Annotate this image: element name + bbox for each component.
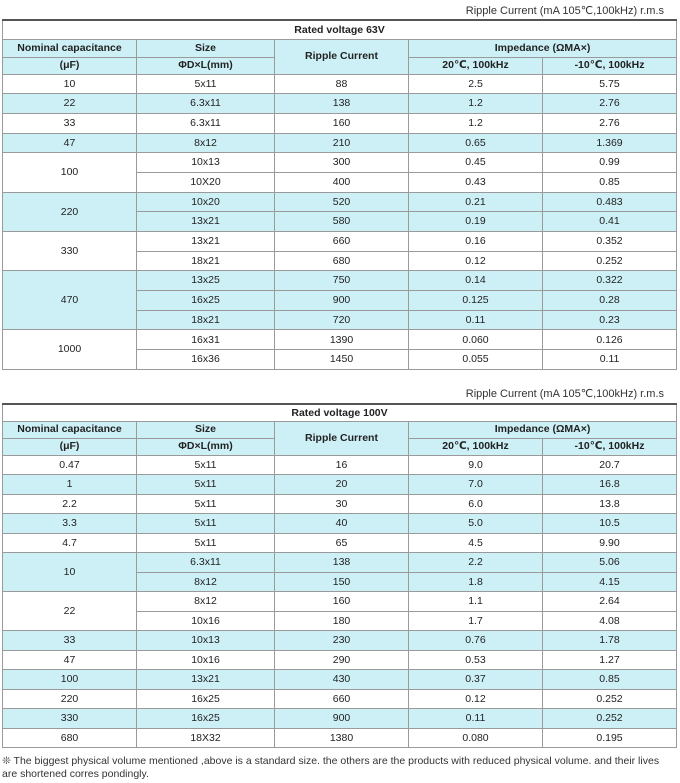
ripple-current-cell: 88 bbox=[275, 74, 409, 94]
spec-table-63v bbox=[2, 19, 677, 370]
size-cell: 13x25 bbox=[137, 271, 275, 291]
table-row bbox=[3, 330, 677, 350]
ripple-current-cell: 138 bbox=[275, 94, 409, 114]
impedance-minus10c-cell: 0.23 bbox=[543, 310, 677, 330]
header-row bbox=[3, 421, 677, 438]
ripple-current-cell: 1380 bbox=[275, 728, 409, 748]
impedance-20c-cell: 0.53 bbox=[409, 650, 543, 670]
ripple-current-cell: 750 bbox=[275, 271, 409, 291]
impedance-20c-cell: 2.2 bbox=[409, 553, 543, 573]
size-cell: 13x21 bbox=[137, 212, 275, 232]
table-row bbox=[3, 670, 677, 690]
size-cell: 18x21 bbox=[137, 310, 275, 330]
ripple-current-cell: 230 bbox=[275, 631, 409, 651]
table-row bbox=[3, 133, 677, 153]
size-cell: 8x12 bbox=[137, 572, 275, 592]
impedance-minus10c-cell: 10.5 bbox=[543, 514, 677, 534]
ripple-current-cell: 680 bbox=[275, 251, 409, 271]
impedance-20c-cell: 0.055 bbox=[409, 350, 543, 370]
header-ripple-current: Ripple Current bbox=[275, 39, 409, 74]
size-cell: 16x25 bbox=[137, 709, 275, 729]
ripple-current-cell: 300 bbox=[275, 153, 409, 173]
impedance-20c-cell: 9.0 bbox=[409, 455, 543, 475]
size-cell: 16x31 bbox=[137, 330, 275, 350]
ripple-current-cell: 1450 bbox=[275, 350, 409, 370]
ripple-current-cell: 20 bbox=[275, 475, 409, 495]
ripple-current-cell: 160 bbox=[275, 592, 409, 612]
ripple-current-cell: 16 bbox=[275, 455, 409, 475]
size-cell: 6.3x11 bbox=[137, 553, 275, 573]
impedance-20c-cell: 0.060 bbox=[409, 330, 543, 350]
ripple-current-cell: 40 bbox=[275, 514, 409, 534]
footnote-text: The biggest physical volume mentioned ,above is a standard size. the others are the products with reduced physical volume. and their lives are shortened corres pondingly. bbox=[2, 755, 660, 780]
impedance-minus10c-cell: 16.8 bbox=[543, 475, 677, 495]
size-cell: 10x13 bbox=[137, 153, 275, 173]
impedance-20c-cell: 0.65 bbox=[409, 133, 543, 153]
impedance-20c-cell: 1.2 bbox=[409, 113, 543, 133]
size-cell: 10x20 bbox=[137, 192, 275, 212]
ripple-current-cell: 65 bbox=[275, 533, 409, 553]
impedance-minus10c-cell: 5.75 bbox=[543, 74, 677, 94]
impedance-20c-cell: 2.5 bbox=[409, 74, 543, 94]
ripple-current-cell: 430 bbox=[275, 670, 409, 690]
capacitance-cell: 10 bbox=[3, 553, 137, 592]
ripple-current-cell: 138 bbox=[275, 553, 409, 573]
capacitance-cell: 47 bbox=[3, 133, 137, 153]
size-cell: 10X20 bbox=[137, 172, 275, 192]
header-capacitance: Nominal capacitance bbox=[3, 39, 137, 57]
table-title-row bbox=[3, 404, 677, 421]
size-cell: 10x13 bbox=[137, 631, 275, 651]
header-row bbox=[3, 39, 677, 57]
impedance-minus10c-cell: 0.126 bbox=[543, 330, 677, 350]
header-impedance-20c: 20℃, 100kHz bbox=[409, 57, 543, 74]
impedance-minus10c-cell: 0.99 bbox=[543, 153, 677, 173]
impedance-minus10c-cell: 0.11 bbox=[543, 350, 677, 370]
impedance-20c-cell: 0.43 bbox=[409, 172, 543, 192]
impedance-minus10c-cell: 0.195 bbox=[543, 728, 677, 748]
table-row bbox=[3, 94, 677, 114]
capacitance-cell: 330 bbox=[3, 709, 137, 729]
capacitance-cell: 1 bbox=[3, 475, 137, 495]
ripple-current-cell: 660 bbox=[275, 232, 409, 252]
impedance-20c-cell: 1.2 bbox=[409, 94, 543, 114]
size-cell: 10x16 bbox=[137, 650, 275, 670]
table-title: Rated voltage 63V bbox=[3, 20, 677, 39]
header-impedance: Impedance (ΩMA×) bbox=[409, 39, 677, 57]
ripple-current-cell: 660 bbox=[275, 689, 409, 709]
capacitance-cell: 10 bbox=[3, 74, 137, 94]
ripple-current-cell: 30 bbox=[275, 494, 409, 514]
table-row bbox=[3, 728, 677, 748]
header-ripple-current: Ripple Current bbox=[275, 421, 409, 455]
impedance-20c-cell: 0.76 bbox=[409, 631, 543, 651]
table-row bbox=[3, 494, 677, 514]
capacitance-cell: 33 bbox=[3, 631, 137, 651]
capacitance-cell: 1000 bbox=[3, 330, 137, 369]
capacitance-cell: 33 bbox=[3, 113, 137, 133]
table-row bbox=[3, 153, 677, 173]
size-cell: 5x11 bbox=[137, 514, 275, 534]
header-impedance-20c: 20℃, 100kHz bbox=[409, 438, 543, 455]
header-capacitance-unit: (μF) bbox=[3, 438, 137, 455]
capacitance-cell: 2.2 bbox=[3, 494, 137, 514]
table-row bbox=[3, 113, 677, 133]
impedance-minus10c-cell: 0.252 bbox=[543, 709, 677, 729]
header-size-unit: ΦD×L(mm) bbox=[137, 438, 275, 455]
impedance-20c-cell: 0.45 bbox=[409, 153, 543, 173]
impedance-20c-cell: 5.0 bbox=[409, 514, 543, 534]
ripple-current-cell: 180 bbox=[275, 611, 409, 631]
table-row bbox=[3, 232, 677, 252]
capacitance-cell: 100 bbox=[3, 153, 137, 192]
size-cell: 18x21 bbox=[137, 251, 275, 271]
impedance-minus10c-cell: 13.8 bbox=[543, 494, 677, 514]
table-title-row bbox=[3, 20, 677, 39]
impedance-20c-cell: 1.8 bbox=[409, 572, 543, 592]
size-cell: 13x21 bbox=[137, 232, 275, 252]
size-cell: 10x16 bbox=[137, 611, 275, 631]
size-cell: 6.3x11 bbox=[137, 113, 275, 133]
impedance-20c-cell: 0.125 bbox=[409, 291, 543, 311]
table-row bbox=[3, 192, 677, 212]
footnote bbox=[2, 755, 674, 781]
impedance-minus10c-cell: 4.15 bbox=[543, 572, 677, 592]
capacitance-cell: 330 bbox=[3, 232, 137, 271]
impedance-20c-cell: 0.12 bbox=[409, 689, 543, 709]
impedance-20c-cell: 0.12 bbox=[409, 251, 543, 271]
table-row bbox=[3, 689, 677, 709]
size-cell: 5x11 bbox=[137, 494, 275, 514]
impedance-20c-cell: 0.11 bbox=[409, 310, 543, 330]
capacitance-cell: 22 bbox=[3, 94, 137, 114]
impedance-minus10c-cell: 0.252 bbox=[543, 251, 677, 271]
impedance-20c-cell: 0.11 bbox=[409, 709, 543, 729]
header-size: Size bbox=[137, 39, 275, 57]
header-size: Size bbox=[137, 421, 275, 438]
impedance-minus10c-cell: 1.27 bbox=[543, 650, 677, 670]
table-row bbox=[3, 514, 677, 534]
size-cell: 16x36 bbox=[137, 350, 275, 370]
table-row bbox=[3, 455, 677, 475]
impedance-minus10c-cell: 0.85 bbox=[543, 670, 677, 690]
table-row bbox=[3, 650, 677, 670]
capacitance-cell: 22 bbox=[3, 592, 137, 631]
capacitance-cell: 4.7 bbox=[3, 533, 137, 553]
header-capacitance: Nominal capacitance bbox=[3, 421, 137, 438]
impedance-minus10c-cell: 2.76 bbox=[543, 94, 677, 114]
size-cell: 8x12 bbox=[137, 592, 275, 612]
impedance-minus10c-cell: 2.76 bbox=[543, 113, 677, 133]
spec-table-100v bbox=[2, 403, 677, 748]
table-row bbox=[3, 709, 677, 729]
ripple-current-cell: 720 bbox=[275, 310, 409, 330]
footnote-mark-icon: ❊ bbox=[2, 755, 11, 767]
header-impedance: Impedance (ΩMA×) bbox=[409, 421, 677, 438]
table-row bbox=[3, 271, 677, 291]
impedance-minus10c-cell: 1.369 bbox=[543, 133, 677, 153]
ripple-current-cell: 580 bbox=[275, 212, 409, 232]
impedance-20c-cell: 0.37 bbox=[409, 670, 543, 690]
size-cell: 18X32 bbox=[137, 728, 275, 748]
header-capacitance-unit: (μF) bbox=[3, 57, 137, 74]
capacitance-cell: 220 bbox=[3, 192, 137, 231]
impedance-minus10c-cell: 0.28 bbox=[543, 291, 677, 311]
capacitance-cell: 0.47 bbox=[3, 455, 137, 475]
size-cell: 16x25 bbox=[137, 689, 275, 709]
capacitance-cell: 220 bbox=[3, 689, 137, 709]
header-size-unit: ΦD×L(mm) bbox=[137, 57, 275, 74]
table-row bbox=[3, 74, 677, 94]
ripple-current-cell: 160 bbox=[275, 113, 409, 133]
impedance-minus10c-cell: 9.90 bbox=[543, 533, 677, 553]
size-cell: 5x11 bbox=[137, 533, 275, 553]
capacitance-cell: 680 bbox=[3, 728, 137, 748]
impedance-minus10c-cell: 0.85 bbox=[543, 172, 677, 192]
impedance-20c-cell: 0.14 bbox=[409, 271, 543, 291]
ripple-current-cell: 290 bbox=[275, 650, 409, 670]
impedance-20c-cell: 0.19 bbox=[409, 212, 543, 232]
impedance-minus10c-cell: 0.41 bbox=[543, 212, 677, 232]
table-row bbox=[3, 475, 677, 495]
ripple-current-cell: 400 bbox=[275, 172, 409, 192]
size-cell: 13x21 bbox=[137, 670, 275, 690]
table-title: Rated voltage 100V bbox=[3, 404, 677, 421]
ripple-current-cell: 1390 bbox=[275, 330, 409, 350]
size-cell: 5x11 bbox=[137, 475, 275, 495]
capacitance-cell: 3.3 bbox=[3, 514, 137, 534]
impedance-minus10c-cell: 0.483 bbox=[543, 192, 677, 212]
size-cell: 6.3x11 bbox=[137, 94, 275, 114]
capacitance-cell: 470 bbox=[3, 271, 137, 330]
header-impedance-minus10c: -10℃, 100kHz bbox=[543, 57, 677, 74]
size-cell: 8x12 bbox=[137, 133, 275, 153]
impedance-minus10c-cell: 4.08 bbox=[543, 611, 677, 631]
table-row bbox=[3, 631, 677, 651]
table-row bbox=[3, 533, 677, 553]
impedance-20c-cell: 1.1 bbox=[409, 592, 543, 612]
impedance-20c-cell: 4.5 bbox=[409, 533, 543, 553]
capacitance-cell: 47 bbox=[3, 650, 137, 670]
impedance-20c-cell: 6.0 bbox=[409, 494, 543, 514]
ripple-note-63v: Ripple Current (mA 105℃,100kHz) r.m.s bbox=[465, 5, 664, 17]
ripple-current-cell: 520 bbox=[275, 192, 409, 212]
capacitance-cell: 100 bbox=[3, 670, 137, 690]
impedance-20c-cell: 0.16 bbox=[409, 232, 543, 252]
ripple-current-cell: 150 bbox=[275, 572, 409, 592]
impedance-minus10c-cell: 0.322 bbox=[543, 271, 677, 291]
impedance-minus10c-cell: 0.252 bbox=[543, 689, 677, 709]
ripple-current-cell: 900 bbox=[275, 709, 409, 729]
impedance-minus10c-cell: 20.7 bbox=[543, 455, 677, 475]
impedance-minus10c-cell: 2.64 bbox=[543, 592, 677, 612]
ripple-note-100v: Ripple Current (mA 105℃,100kHz) r.m.s bbox=[465, 388, 664, 400]
impedance-minus10c-cell: 0.352 bbox=[543, 232, 677, 252]
impedance-minus10c-cell: 1.78 bbox=[543, 631, 677, 651]
impedance-20c-cell: 1.7 bbox=[409, 611, 543, 631]
size-cell: 16x25 bbox=[137, 291, 275, 311]
table-row bbox=[3, 592, 677, 612]
size-cell: 5x11 bbox=[137, 74, 275, 94]
impedance-20c-cell: 7.0 bbox=[409, 475, 543, 495]
header-impedance-minus10c: -10℃, 100kHz bbox=[543, 438, 677, 455]
impedance-20c-cell: 0.080 bbox=[409, 728, 543, 748]
ripple-current-cell: 900 bbox=[275, 291, 409, 311]
ripple-current-cell: 210 bbox=[275, 133, 409, 153]
size-cell: 5x11 bbox=[137, 455, 275, 475]
table-row bbox=[3, 553, 677, 573]
impedance-minus10c-cell: 5.06 bbox=[543, 553, 677, 573]
impedance-20c-cell: 0.21 bbox=[409, 192, 543, 212]
